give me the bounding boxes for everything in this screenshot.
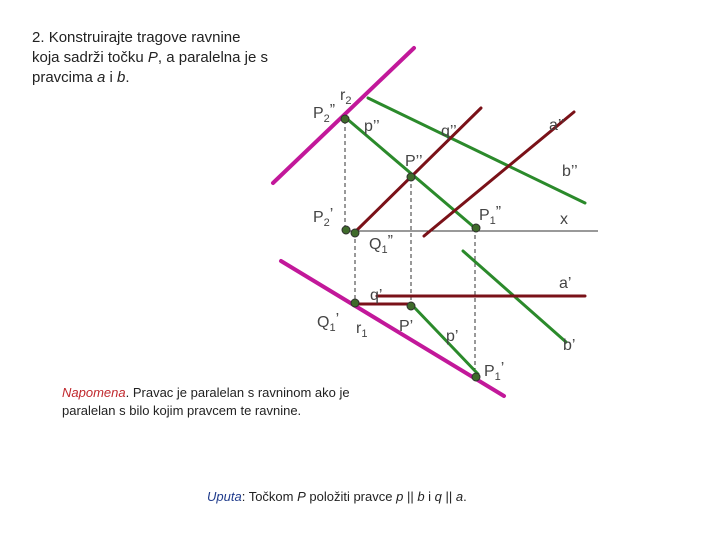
task-text-2: , a paralelna je s pravcima [32, 49, 268, 86]
label-b-second: b’’ [562, 163, 578, 180]
label-q-first: q’ [370, 287, 383, 304]
point-P1-second [472, 224, 480, 232]
label-P-second: P’’ [405, 153, 423, 170]
task-end: . [125, 69, 130, 86]
label-P1-first: $P_1$’ [484, 360, 505, 383]
trace-r1 [281, 261, 504, 396]
label-P-first: P’ [399, 318, 414, 335]
label-Q1-second: $Q_1$” [369, 233, 393, 256]
point-P-first [407, 302, 415, 310]
hint-parallel-2: || [441, 489, 456, 504]
task-conj: i [105, 69, 118, 86]
point-P-symbol: P [147, 49, 158, 66]
hint-p: p [396, 489, 404, 504]
hint-end: . [463, 489, 467, 504]
label-P2-second: $P_2$” [313, 102, 336, 125]
label-Q1-first: $Q_1$’ [317, 311, 340, 334]
line-a-symbol: a [97, 69, 106, 86]
point-P2-second [341, 115, 349, 123]
hint-a: a [455, 489, 464, 504]
label-p-second: p’’ [364, 118, 380, 135]
point-P-second [407, 173, 415, 181]
label-q-second: q’’ [441, 123, 457, 140]
line-b-symbol: b [117, 69, 126, 86]
label-p-first: p’ [446, 328, 459, 345]
point-Q1-first [351, 299, 359, 307]
label-a-second: a’’ [549, 117, 565, 134]
line-p-first [412, 305, 478, 374]
hint-P: P [297, 489, 306, 504]
hint-b: b [417, 489, 425, 504]
label-b-first: b’ [563, 337, 576, 354]
note-text [62, 384, 392, 420]
hint-lead: Uputa [207, 489, 242, 504]
point-P2-first [342, 226, 350, 234]
label-r1: $r_1$ [356, 320, 368, 340]
point-Q1-second [351, 229, 359, 237]
point-P1-first [472, 373, 480, 381]
hint-q: q [434, 489, 442, 504]
hint-text [207, 488, 467, 506]
task-number: 2. [32, 29, 45, 46]
hint-parallel-1: || [403, 489, 418, 504]
label-P1-second: $P_1$” [479, 204, 502, 227]
label-x-axis: x [560, 211, 568, 228]
task-text-1: Konstruirajte tragove ravnine koja sadrži točku [32, 29, 241, 66]
label-P2-first: $P_2$’ [313, 206, 334, 229]
note-body: . Pravac je paralelan s ravninom ako je paralelan s bilo kojim pravcem te ravnine. [62, 385, 350, 418]
hint-colon: : Točkom [241, 489, 298, 504]
label-r2: $r_2$ [340, 87, 352, 107]
hint-and: i [424, 489, 435, 504]
note-lead: Napomena [62, 385, 126, 400]
hint-text-1: položiti pravce [305, 489, 397, 504]
label-a-first: a’ [559, 275, 572, 292]
